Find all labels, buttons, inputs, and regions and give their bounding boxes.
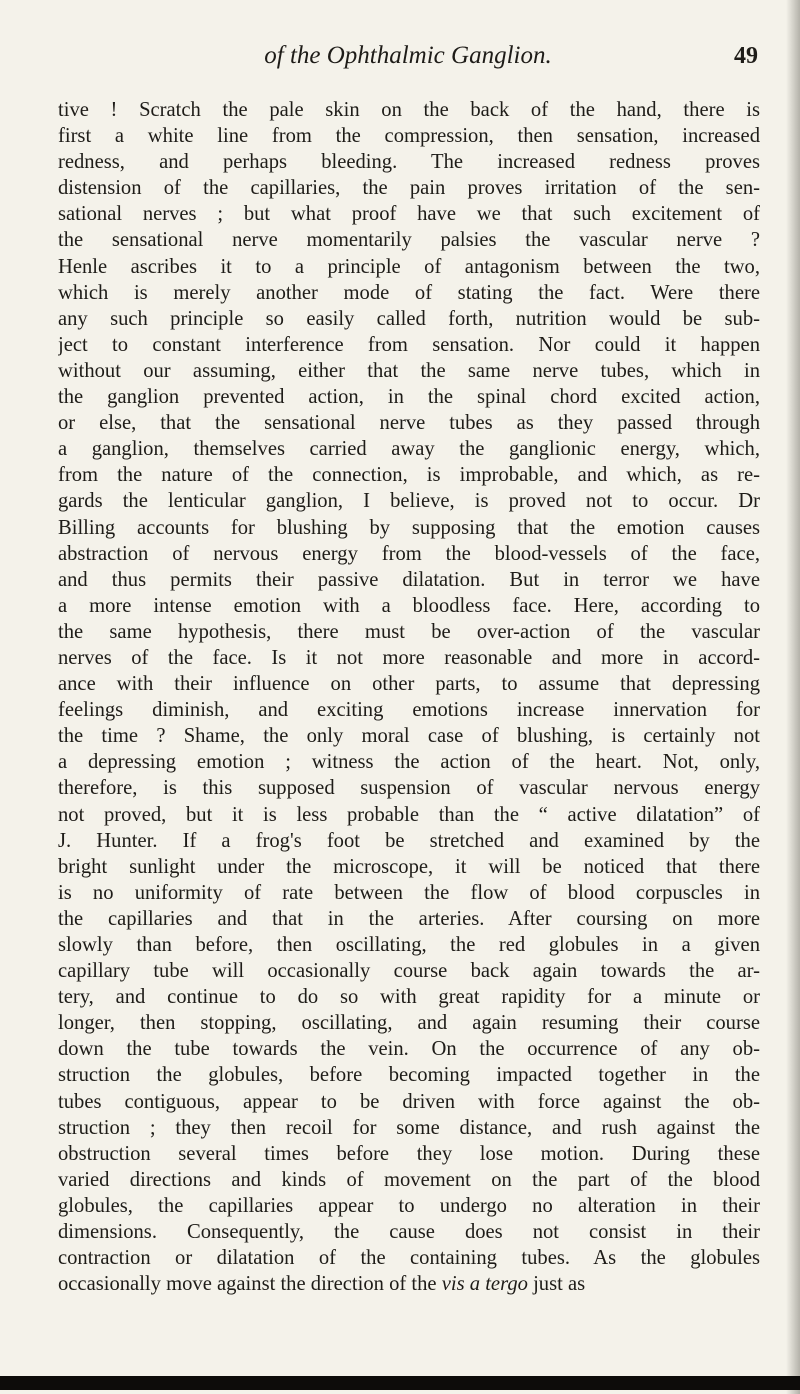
text-line: bright sunlight under the microscope, it will be noticed that there (58, 855, 760, 878)
text-line: J. Hunter. If a frog's foot be stretched and examined by the (58, 829, 760, 852)
running-head (58, 38, 758, 74)
text-line: struction ; they then recoil for some distance, and rush against the (58, 1116, 760, 1139)
text-line: ject to constant interference from sensation. Nor could it happen (58, 333, 760, 356)
text-line: a depressing emotion ; witness the action of the heart. Not, only, (58, 751, 760, 774)
text-line: the ganglion prevented action, in the spinal chord excited action, (58, 386, 760, 409)
text-line: first a white line from the compression, then sensation, increased (58, 125, 760, 148)
text-line: therefore, is this supposed suspension of vascular nervous energy (58, 777, 760, 800)
text-line: longer, then stopping, oscillating, and again resuming their course (58, 1012, 760, 1035)
scan-bottom-edge (0, 1376, 800, 1390)
text-segment: just as (527, 1273, 586, 1296)
text-line: not proved, but it is less probable than the “ active dilatation” of (58, 803, 760, 826)
text-line: the time ? Shame, the only moral case of blushing, is certainly not (58, 725, 760, 748)
text-line: globules, the capillaries appear to undergo no alteration in their (58, 1194, 760, 1217)
text-segment: occasionally move against the direction of the (58, 1273, 442, 1296)
text-line: tery, and continue to do so with great rapidity for a minute or (58, 986, 760, 1009)
text-line: and thus permits their passive dilatation. But in terror we have (58, 568, 760, 591)
text-line: without our assuming, either that the same nerve tubes, which in (58, 359, 760, 382)
text-line: distension of the capillaries, the pain proves irritation of the sen- (58, 177, 760, 200)
text-line: the same hypothesis, there must be over-action of the vascular (58, 620, 760, 643)
text-line: abstraction of nervous energy from the blood-vessels of the face, (58, 542, 760, 565)
text-line: dimensions. Consequently, the cause does not consist in their (58, 1221, 760, 1244)
text-line: capillary tube will occasionally course back again towards the ar- (58, 960, 760, 983)
text-line: varied directions and kinds of movement on the part of the blood (58, 1168, 760, 1191)
text-line: the capillaries and that in the arteries. After coursing on more (58, 907, 760, 930)
text-line: Billing accounts for blushing by supposing that the emotion causes (58, 516, 760, 539)
text-line: or else, that the sensational nerve tubes as they passed through (58, 412, 760, 435)
text-line: nerves of the face. Is it not more reasonable and more in accord- (58, 646, 760, 669)
text-line: obstruction several times before they lose motion. During these (58, 1142, 760, 1165)
text-line: from the nature of the connection, is improbable, and which, as re- (58, 464, 760, 487)
text-line: Henle ascribes it to a principle of antagonism between the two, (58, 255, 760, 278)
text-line-final (58, 1271, 760, 1297)
text-line: tubes contiguous, appear to be driven with force against the ob- (58, 1090, 760, 1113)
text-line: any such principle so easily called forth, nutrition would be sub- (58, 307, 760, 330)
text-line: feelings diminish, and exciting emotions increase innervation for (58, 699, 760, 722)
text-line: tive ! Scratch the pale skin on the back of the hand, there is (58, 99, 760, 121)
page-edge-shadow (786, 0, 800, 1394)
text-line: which is merely another mode of stating the fact. Were there (58, 281, 760, 304)
italic-phrase: vis a tergo (441, 1273, 528, 1296)
page-number: 49 (734, 43, 758, 69)
text-line: redness, and perhaps bleeding. The increased redness proves (58, 151, 760, 174)
running-title: of the Ophthalmic Ganglion. (264, 42, 552, 69)
text-line: struction the globules, before becoming impacted together in the (58, 1064, 760, 1087)
text-line: sational nerves ; but what proof have we that such excitement of (58, 203, 760, 226)
text-line: is no uniformity of rate between the flow of blood corpuscles in (58, 881, 760, 904)
text-line: gards the lenticular ganglion, I believe, is proved not to occur. Dr (58, 490, 760, 513)
text-line: ance with their influence on other parts, to assume that depressing (58, 673, 760, 696)
text-line: a more intense emotion with a bloodless face. Here, according to (58, 594, 760, 617)
body-text (58, 97, 760, 1297)
text-line: contraction or dilatation of the containing tubes. As the globules (58, 1247, 760, 1270)
text-line: down the tube towards the vein. On the occurrence of any ob- (58, 1038, 760, 1061)
text-line: a ganglion, themselves carried away the ganglionic energy, which, (58, 438, 760, 461)
text-line: slowly than before, then oscillating, the red globules in a given (58, 934, 760, 956)
text-line: the sensational nerve momentarily palsies the vascular nerve ? (58, 229, 760, 252)
